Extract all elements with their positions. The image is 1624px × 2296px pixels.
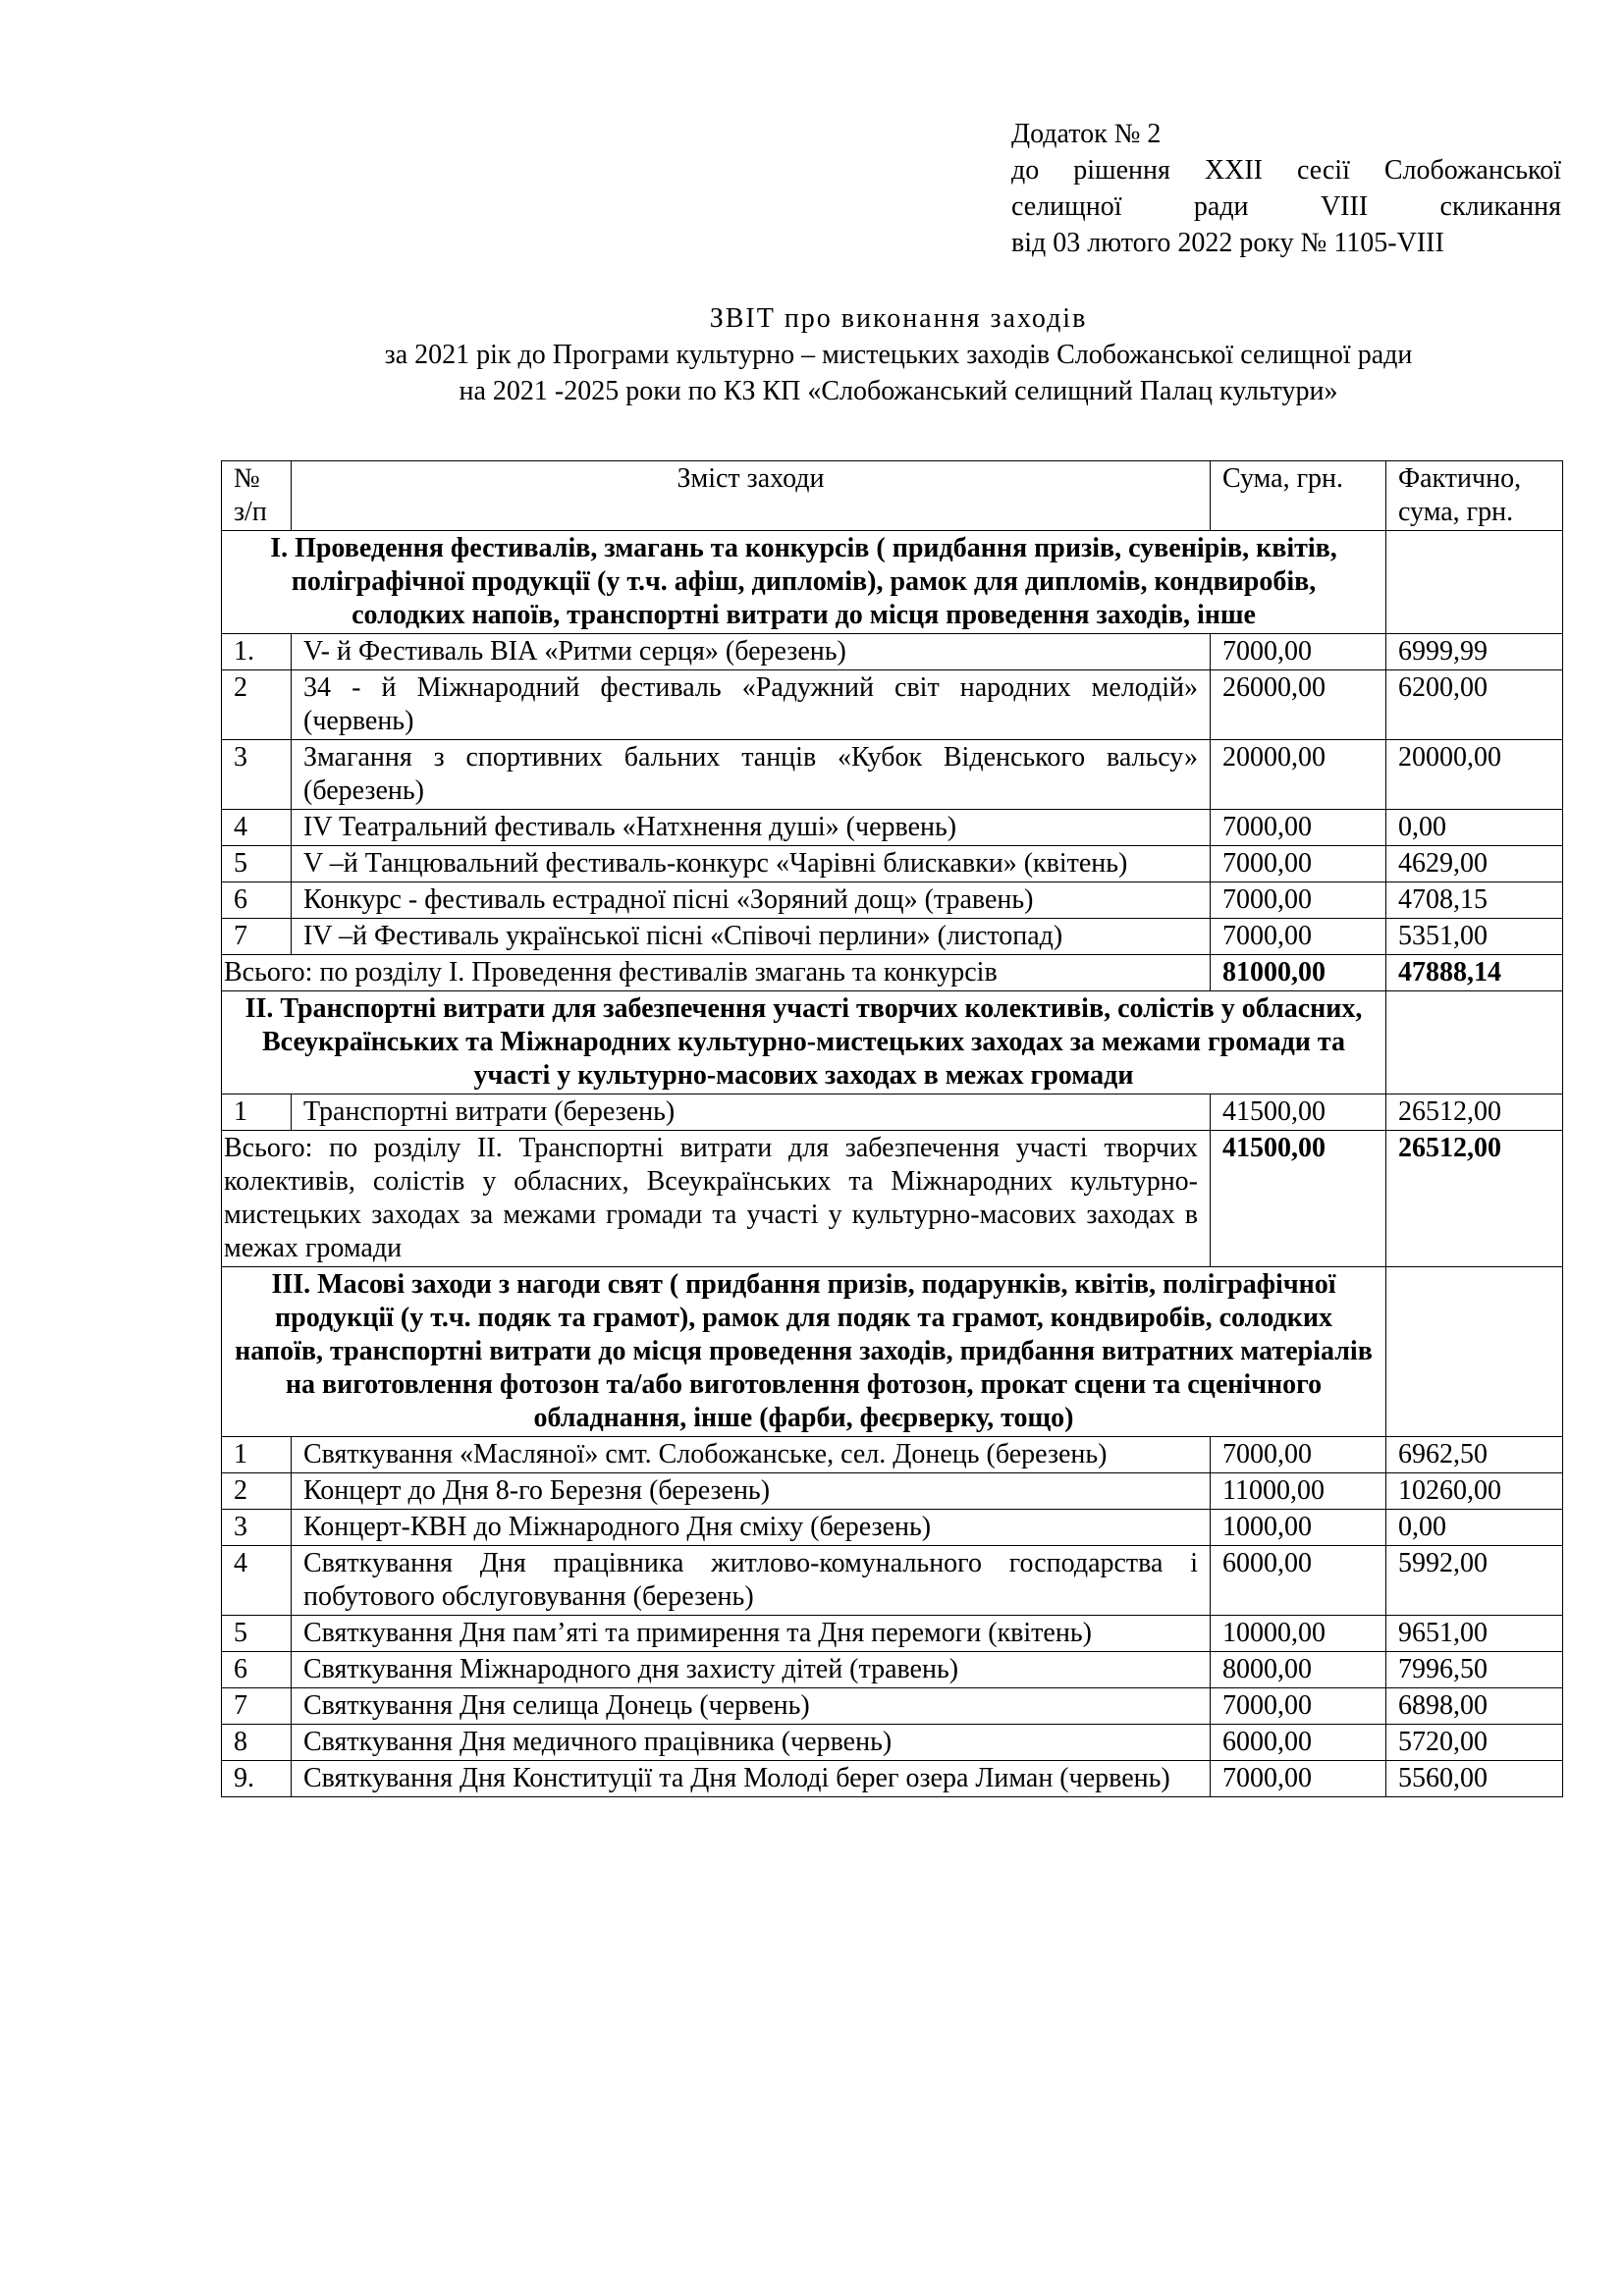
- title-line: за 2021 рік до Програми культурно – мистецьких заходів Слобожанської селищної ради: [384, 340, 1413, 370]
- row-sum: 41500,00: [1211, 1095, 1386, 1131]
- table-row: [222, 1510, 1563, 1546]
- row-sum: 11000,00: [1211, 1473, 1386, 1510]
- row-actual: 4629,00: [1386, 846, 1563, 882]
- total-sum: 41500,00: [1211, 1131, 1386, 1267]
- header-num: № з/п: [222, 461, 292, 531]
- row-number: 2: [222, 1473, 292, 1510]
- appendix-line: Додаток № 2: [1011, 119, 1162, 149]
- row-number: 5: [222, 846, 292, 882]
- table-row: [222, 882, 1563, 919]
- header-actual: Фактично, сума, грн.: [1386, 461, 1563, 531]
- table-row: [222, 1725, 1563, 1761]
- row-sum: 7000,00: [1211, 634, 1386, 670]
- row-content: V –й Танцювальний фестиваль-конкурс «Чарівні блискавки» (квітень): [292, 846, 1211, 882]
- header-sum: Сума, грн.: [1211, 461, 1386, 531]
- table-row: [222, 634, 1563, 670]
- row-actual: 7996,50: [1386, 1652, 1563, 1688]
- empty-cell: [1386, 991, 1563, 1095]
- total-actual: 47888,14: [1386, 955, 1563, 991]
- row-content: Транспортні витрати (березень): [292, 1095, 1211, 1131]
- row-content: 34 - й Міжнародний фестиваль «Радужний світ народних мелодій» (червень): [292, 670, 1211, 740]
- row-sum: 7000,00: [1211, 810, 1386, 846]
- total-row: [222, 955, 1563, 991]
- row-content: Святкування «Масляної» смт. Слобожанське, сел. Донець (березень): [292, 1437, 1211, 1473]
- empty-cell: [1386, 531, 1563, 634]
- row-sum: 1000,00: [1211, 1510, 1386, 1546]
- total-label: Всього: по розділу І. Проведення фестивалів змагань та конкурсів: [222, 955, 1211, 991]
- row-actual: 6962,50: [1386, 1437, 1563, 1473]
- table-row: [222, 919, 1563, 955]
- header-content: Зміст заходи: [292, 461, 1211, 531]
- table-row: [222, 1437, 1563, 1473]
- row-content: IV –й Фестиваль української пісні «Співочі перлини» (листопад): [292, 919, 1211, 955]
- row-actual: 26512,00: [1386, 1095, 1563, 1131]
- total-label: Всього: по розділу ІІ. Транспортні витрати для забезпечення участі творчих колективів, солістів у обласних, Всеукраїнських та Міжнародних культурно-мистецьких заходах за межами громади та участі у культурно-масових заходах в межах громади: [222, 1131, 1211, 1267]
- row-number: 3: [222, 1510, 292, 1546]
- row-actual: 0,00: [1386, 1510, 1563, 1546]
- row-sum: 7000,00: [1211, 1437, 1386, 1473]
- table-row: [222, 740, 1563, 810]
- total-sum: 81000,00: [1211, 955, 1386, 991]
- table-header-row: [222, 461, 1563, 531]
- row-sum: 7000,00: [1211, 919, 1386, 955]
- row-actual: 4708,15: [1386, 882, 1563, 919]
- title-line: ЗВІТ про виконання заходів: [709, 303, 1088, 334]
- row-number: 1: [222, 1095, 292, 1131]
- row-content: Конкурс - фестиваль естрадної пісні «Зоряний дощ» (травень): [292, 882, 1211, 919]
- row-sum: 7000,00: [1211, 846, 1386, 882]
- row-content: IV Театральний фестиваль «Натхнення душі» (червень): [292, 810, 1211, 846]
- total-actual: 26512,00: [1386, 1131, 1563, 1267]
- table-row: [222, 810, 1563, 846]
- row-number: 1.: [222, 634, 292, 670]
- total-row: [222, 1131, 1563, 1267]
- row-number: 9.: [222, 1761, 292, 1797]
- row-sum: 6000,00: [1211, 1725, 1386, 1761]
- row-actual: 9651,00: [1386, 1616, 1563, 1652]
- row-actual: 10260,00: [1386, 1473, 1563, 1510]
- report-title: [236, 300, 1561, 409]
- row-sum: 10000,00: [1211, 1616, 1386, 1652]
- row-number: 4: [222, 810, 292, 846]
- row-number: 5: [222, 1616, 292, 1652]
- row-number: 1: [222, 1437, 292, 1473]
- row-number: 7: [222, 1688, 292, 1725]
- row-number: 4: [222, 1546, 292, 1616]
- row-content: Святкування Дня пам’яті та примирення та Дня перемоги (квітень): [292, 1616, 1211, 1652]
- row-content: Концерт до Дня 8-го Березня (березень): [292, 1473, 1211, 1510]
- appendix-note: [1011, 116, 1561, 261]
- row-content: Святкування Дня працівника житлово-комунального господарства і побутового обслуговування (березень): [292, 1546, 1211, 1616]
- appendix-line: до рішення XXII сесії Слобожанської: [1011, 155, 1561, 186]
- section-header-row: [222, 531, 1563, 634]
- table-row: [222, 1761, 1563, 1797]
- table-row: [222, 1616, 1563, 1652]
- row-number: 8: [222, 1725, 292, 1761]
- appendix-line: селищної ради VIII скликання: [1011, 191, 1561, 222]
- row-actual: 0,00: [1386, 810, 1563, 846]
- row-content: V- й Фестиваль ВІА «Ритми серця» (березень): [292, 634, 1211, 670]
- row-content: Святкування Міжнародного дня захисту дітей (травень): [292, 1652, 1211, 1688]
- row-number: 6: [222, 882, 292, 919]
- section-title: ІІ. Транспортні витрати для забезпечення участі творчих колективів, солістів у обласних, Всеукраїнських та Міжнародних культурно-мистецьких заходах за межами громади та участі у культурно-масових заходах в межах громади: [222, 991, 1386, 1095]
- row-sum: 6000,00: [1211, 1546, 1386, 1616]
- row-actual: 6999,99: [1386, 634, 1563, 670]
- row-content: Святкування Дня медичного працівника (червень): [292, 1725, 1211, 1761]
- table-row: [222, 1546, 1563, 1616]
- appendix-line: від 03 лютого 2022 року № 1105-VIII: [1011, 228, 1444, 258]
- table-row: [222, 1095, 1563, 1131]
- report-table: [221, 460, 1563, 1797]
- row-number: 2: [222, 670, 292, 740]
- row-content: Змагання з спортивних бальних танців «Кубок Віденського вальсу» (березень): [292, 740, 1211, 810]
- row-content: Святкування Дня Конституції та Дня Молоді берег озера Лиман (червень): [292, 1761, 1211, 1797]
- row-content: Святкування Дня селища Донець (червень): [292, 1688, 1211, 1725]
- table-row: [222, 1688, 1563, 1725]
- title-line: на 2021 -2025 роки по КЗ КП «Слобожанський селищний Палац культури»: [459, 376, 1338, 406]
- row-sum: 7000,00: [1211, 882, 1386, 919]
- section-title: І. Проведення фестивалів, змагань та конкурсів ( придбання призів, сувенірів, квітів, поліграфічної продукції (у т.ч. афіш, дипломів), рамок для дипломів, кондвиробів, солодких напоїв, транспортні витрати до місця проведення заходів, інше: [222, 531, 1386, 634]
- section-header-row: [222, 991, 1563, 1095]
- row-actual: 5720,00: [1386, 1725, 1563, 1761]
- row-actual: 6200,00: [1386, 670, 1563, 740]
- table-row: [222, 846, 1563, 882]
- row-sum: 26000,00: [1211, 670, 1386, 740]
- row-sum: 8000,00: [1211, 1652, 1386, 1688]
- row-sum: 20000,00: [1211, 740, 1386, 810]
- row-number: 3: [222, 740, 292, 810]
- row-actual: 5351,00: [1386, 919, 1563, 955]
- row-content: Концерт-КВН до Міжнародного Дня сміху (березень): [292, 1510, 1211, 1546]
- row-actual: 20000,00: [1386, 740, 1563, 810]
- row-actual: 5992,00: [1386, 1546, 1563, 1616]
- row-sum: 7000,00: [1211, 1761, 1386, 1797]
- row-sum: 7000,00: [1211, 1688, 1386, 1725]
- row-number: 7: [222, 919, 292, 955]
- table-row: [222, 1652, 1563, 1688]
- table-row: [222, 1473, 1563, 1510]
- section-title: ІІІ. Масові заходи з нагоди свят ( придбання призів, подарунків, квітів, поліграфічної продукції (у т.ч. подяк та грамот), рамок для подяк та грамот, кондвиробів, солодких напоїв, транспортні витрати до місця проведення заходів, придбання витратних матеріалів на виготовлення фотозон та/або виготовлення фотозон, прокат сцени та сценічного обладнання, інше (фарби, феєрверку, тощо): [222, 1267, 1386, 1437]
- empty-cell: [1386, 1267, 1563, 1437]
- row-number: 6: [222, 1652, 292, 1688]
- row-actual: 5560,00: [1386, 1761, 1563, 1797]
- section-header-row: [222, 1267, 1563, 1437]
- table-row: [222, 670, 1563, 740]
- row-actual: 6898,00: [1386, 1688, 1563, 1725]
